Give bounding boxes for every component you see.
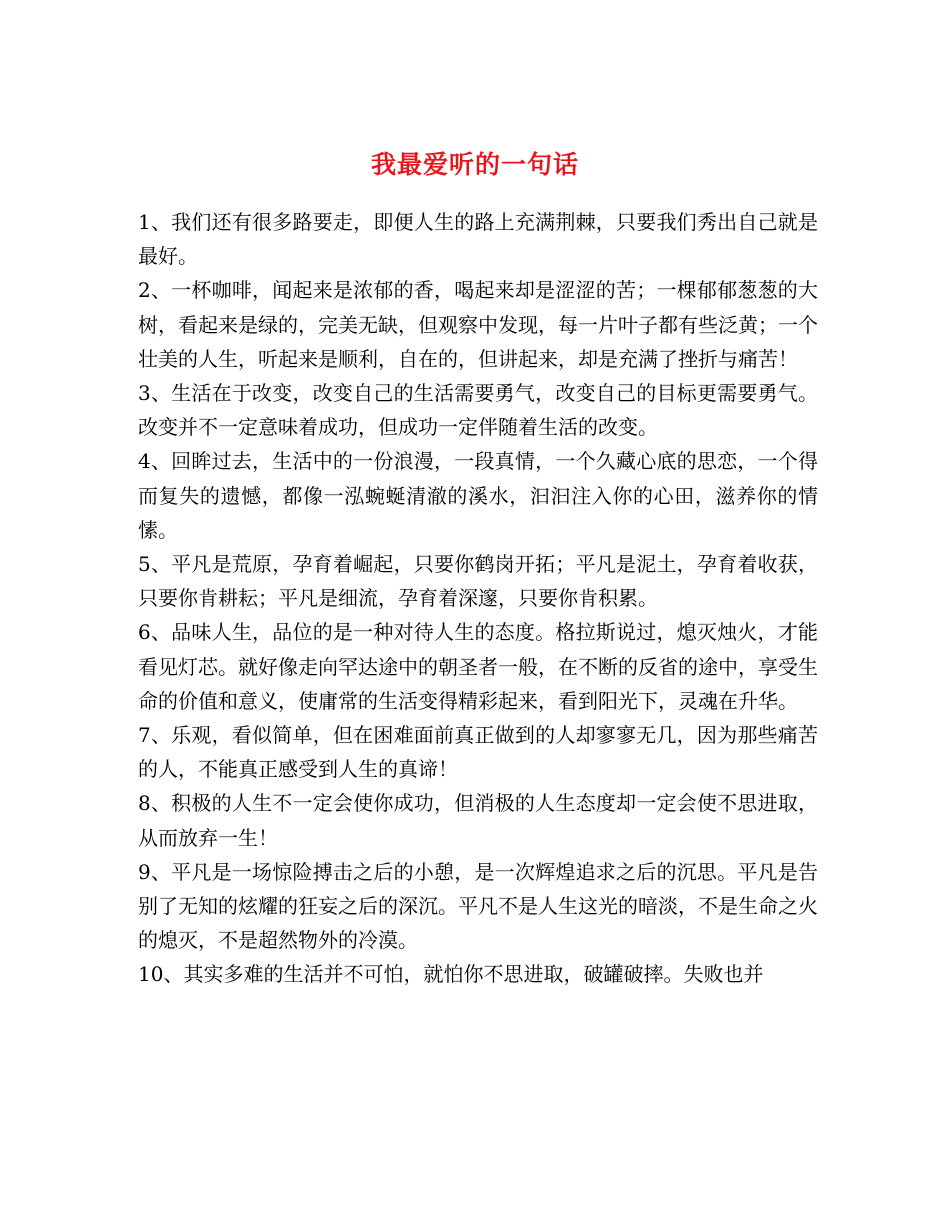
paragraph-4: 4、回眸过去，生活中的一份浪漫，一段真情，一个久藏心底的思恋，一个得而复失的遗憾，都像一泓蜿蜒清澈的溪水，汩汩注入你的心田，滋养你的情愫。	[138, 449, 818, 542]
paragraph-6: 6、品味人生，品位的是一种对待人生的态度。格拉斯说过，熄灭烛火，才能看见灯芯。就好像走向罕达途中的朝圣者一般，在不断的反省的途中，享受生命的价值和意义，使庸常的生活变得精彩起来，看到阳光下，灵魂在升华。	[138, 620, 818, 713]
paragraph-3: 3、生活在于改变，改变自己的生活需要勇气，改变自己的目标更需要勇气。改变并不一定意味着成功，但成功一定伴随着生活的改变。	[138, 381, 818, 440]
paragraph-2: 2、一杯咖啡，闻起来是浓郁的香，喝起来却是涩涩的苦；一棵郁郁葱葱的大树，看起来是绿的，完美无缺，但观察中发现，每一片叶子都有些泛黄；一个壮美的人生，听起来是顺利，自在的，但讲起来，却是充满了挫折与痛苦！	[138, 278, 818, 371]
paragraph-8: 8、积极的人生不一定会使你成功，但消极的人生态度却一定会使不思进取，从而放弃一生！	[138, 791, 818, 850]
paragraph-10: 10、其实多难的生活并不可怕，就怕你不思进取，破罐破摔。失败也并	[138, 962, 764, 987]
paragraph-7: 7、乐观，看似简单，但在困难面前真正做到的人却寥寥无几，因为那些痛苦的人，不能真正感受到人生的真谛！	[138, 723, 818, 782]
page-title: 我最爱听的一句话	[370, 149, 579, 179]
document-body	[138, 205, 818, 992]
paragraph-9: 9、平凡是一场惊险搏击之后的小憩，是一次辉煌追求之后的沉思。平凡是告别了无知的炫耀的狂妄之后的深沉。平凡不是人生这光的暗淡，不是生命之火的熄灭，不是超然物外的冷漠。	[138, 859, 818, 953]
paragraph-1: 1、我们还有很多路要走，即便人生的路上充满荆棘，只要我们秀出自己就是最好。	[138, 210, 818, 269]
paragraph-5: 5、平凡是荒原，孕育着崛起，只要你鹤岗开拓；平凡是泥土，孕育着收获，只要你肯耕耘；平凡是细流，孕育着深邃，只要你肯积累。	[138, 552, 818, 611]
